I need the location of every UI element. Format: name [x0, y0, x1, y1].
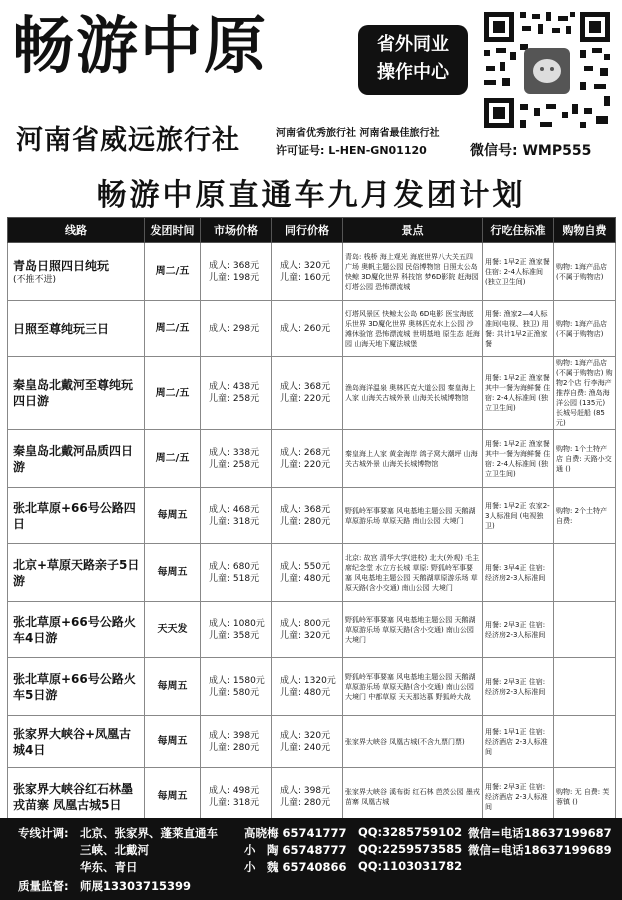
peer-price-cell [272, 301, 343, 357]
spots-cell: 青岛: 栈桥 海上观光 海底世界八大关五四广场 奥帆主题公园 民俗博物馆 日照太公岛 快鲸 3D魔化世界 科技馆 梦6D影院 赶海园 灯塔公园 恐怖漂流城 [343, 243, 483, 301]
route-cell [8, 430, 145, 488]
market-price-cell [201, 430, 272, 488]
route-name: 张北草原+66号公路四日 [13, 500, 136, 531]
schedule-cell: 天天发 [145, 602, 201, 658]
table-row [8, 544, 616, 602]
route-name: 日照至尊纯玩三日 [13, 321, 110, 336]
table-row [8, 768, 616, 826]
route-name: 秦皇岛北戴河至尊纯玩四日游 [13, 378, 134, 408]
market-adult: 成人: 680元 [209, 561, 260, 572]
peer-adult: 成人: 398元 [280, 785, 331, 796]
peer-price-cell [272, 243, 343, 301]
spots-cell: 野狐岭军事要塞 风电基地主题公园 天鹅湖草原游乐场 草原天路(含小交通) 南山公园 大境门 [343, 602, 483, 658]
awards-text: 河南省优秀旅行社 河南省最佳旅行社 [276, 128, 440, 139]
market-adult: 成人: 1080元 [209, 618, 265, 629]
market-child: 儿童: 258元 [209, 394, 260, 404]
market-adult: 成人: 368元 [209, 260, 260, 271]
schedule-cell: 周二/五 [145, 430, 201, 488]
shopping-cell: 购物: 无 自费: 芙蓉镇 () [554, 768, 616, 826]
peer-child: 儿童: 320元 [280, 630, 331, 641]
peer-adult: 成人: 368元 [280, 382, 331, 392]
spots-cell: 野狐岭军事要塞 风电基地主题公园 天鹅湖草原游乐场 草原天路(含小交通) 南山公园 大境门 中都草原 天天那达慕 野狐岭大战 [343, 658, 483, 716]
standards-cell: 用餐: 2早3正 住宿: 经济房2-3人标准间 [483, 602, 554, 658]
schedule-cell: 每周五 [145, 544, 201, 602]
market-price-cell [201, 716, 272, 768]
table-row [8, 243, 616, 301]
schedule-cell: 周二/五 [145, 301, 201, 357]
market-adult: 成人: 398元 [209, 730, 260, 741]
peer-adult: 成人: 550元 [280, 561, 331, 572]
hotline-label: 专线计调: [18, 826, 69, 840]
spots-cell: 灯塔风景区 快鲸太公岛 6D电影 医宝海底乐世界 3D魔化世界 奥林匹克水上公园 沙滩休验馆 恐怖漂流城 世明基地 原生态 赶海园 山海天地下魔法城堡 [343, 301, 483, 357]
shopping-cell: 购物: 1海产品店 (不属于购物店) 购物2个店 行李海产推荐自费: 渔岛海洋公园 (135元) 长城号赶船 (85元) [554, 357, 616, 430]
table-row [8, 357, 616, 430]
shopping-cell: 购物: 1海产品店 (不属于购物店) [554, 301, 616, 357]
shopping-cell: 购物: 1个土特产店 自费: 天路小交通 () [554, 430, 616, 488]
peer-adult: 成人: 1320元 [280, 675, 336, 686]
schedule-cell: 每周五 [145, 768, 201, 826]
shopping-cell: 购物: 1海产品店 (不属于购物店) [554, 243, 616, 301]
standards-cell: 用餐: 渔家2—4人标准间(电视、独卫) 用餐: 共计1早2正渔家餐 [483, 301, 554, 357]
peer-price-cell [272, 430, 343, 488]
standards-cell: 用餐: 2早3正 住宿: 经济房2-3人标准间 [483, 658, 554, 716]
market-child: 儿童: 280元 [209, 742, 260, 753]
market-price-cell [201, 301, 272, 357]
market-price-cell [201, 768, 272, 826]
peer-child: 儿童: 220元 [280, 459, 331, 470]
wechat-phone-2: 微信=电话18637199689 [468, 843, 612, 857]
peer-price-cell [272, 488, 343, 544]
header-route: 线路 [8, 218, 145, 243]
contact-2: 小 陶 65748777 [244, 843, 347, 857]
spots-cell: 野狐岭军事要塞 风电基地主题公园 天鹅湖草原游乐场 草原天路 南山公园 大境门 [343, 488, 483, 544]
route-note: (不推不进) [13, 274, 57, 285]
peer-adult: 成人: 320元 [280, 730, 331, 741]
hotline-lines-1: 北京、张家界、蓬莱直通车 [80, 826, 218, 840]
peer-child: 儿童: 240元 [280, 742, 331, 753]
route-cell [8, 243, 145, 301]
market-adult: 成人: 498元 [209, 785, 260, 796]
market-child: 儿童: 258元 [209, 459, 260, 470]
quality-label: 质量监督: [18, 879, 69, 893]
wechat-id: 微信号: WMP555 [470, 143, 592, 159]
peer-price-cell [272, 544, 343, 602]
shopping-cell [554, 716, 616, 768]
route-name: 秦皇岛北戴河品质四日游 [13, 443, 134, 474]
peer-adult: 成人: 260元 [280, 323, 331, 334]
schedule-cell: 每周五 [145, 658, 201, 716]
market-price-cell [201, 544, 272, 602]
spots-cell: 秦皇海上人家 黄金海岸 鸽子窝大潮坪 山海关古城外景 山海关长城博物馆 [343, 430, 483, 488]
route-name: 张北草原+66号公路火车4日游 [13, 614, 136, 645]
market-price-cell [201, 357, 272, 430]
header-market-price: 市场价格 [201, 218, 272, 243]
header-standards: 行吃住标准 [483, 218, 554, 243]
route-cell [8, 301, 145, 357]
peer-adult: 成人: 268元 [280, 447, 331, 458]
market-child: 儿童: 518元 [209, 573, 260, 584]
hotline-lines-2: 三峡、北戴河 [80, 843, 149, 857]
peer-adult: 成人: 800元 [280, 618, 331, 629]
peer-adult: 成人: 368元 [280, 504, 331, 515]
shopping-cell [554, 602, 616, 658]
spots-cell: 渔岛海洋温泉 奥林匹克大道公园 秦皇海上人家 山海关古城外景 山海关长城博物馆 [343, 357, 483, 430]
market-price-cell [201, 243, 272, 301]
market-price-cell [201, 602, 272, 658]
table-row [8, 301, 616, 357]
header-shopping: 购物自费 [554, 218, 616, 243]
route-cell [8, 357, 145, 430]
shopping-cell [554, 544, 616, 602]
peer-price-cell [272, 716, 343, 768]
standards-cell: 用餐: 1早1正 住宿: 经济酒店 2-3人标准间 [483, 716, 554, 768]
market-adult: 成人: 438元 [209, 382, 260, 392]
quality-contact: 师展13303715399 [80, 879, 192, 893]
peer-child: 儿童: 480元 [280, 573, 331, 584]
market-child: 儿童: 358元 [209, 630, 260, 641]
qq-3: QQ:1103031782 [358, 859, 463, 873]
agency-name: 河南省威远旅行社 [16, 125, 240, 156]
schedule-cell: 周二/五 [145, 243, 201, 301]
brand-logo: 畅游中原 [12, 9, 269, 82]
route-name: 张北草原+66号公路火车5日游 [13, 671, 136, 702]
route-cell [8, 768, 145, 826]
page-title: 畅游中原直通车九月发团计划 [96, 178, 526, 213]
peer-child: 儿童: 220元 [280, 394, 331, 404]
route-cell [8, 602, 145, 658]
table-row [8, 658, 616, 716]
table-row [8, 488, 616, 544]
schedule-cell: 每周五 [145, 716, 201, 768]
peer-child: 儿童: 480元 [280, 687, 331, 698]
market-price-cell [201, 658, 272, 716]
route-name: 张家界大峡谷红石林墨戎苗寨 凤凰古城5日 [13, 781, 134, 812]
standards-cell: 用餐: 3早4正 住宿: 经济房2-3人标准间 [483, 544, 554, 602]
peer-adult: 成人: 320元 [280, 260, 331, 271]
peer-price-cell [272, 658, 343, 716]
market-price-cell [201, 488, 272, 544]
peer-price-cell [272, 357, 343, 430]
market-adult: 成人: 298元 [209, 323, 260, 334]
schedule-cell: 周二/五 [145, 357, 201, 430]
schedule-cell: 每周五 [145, 488, 201, 544]
route-name: 青岛日照四日纯玩 [13, 258, 110, 273]
market-child: 儿童: 580元 [209, 687, 260, 698]
contact-1: 高晓梅 65741777 [244, 826, 347, 840]
peer-child: 儿童: 280元 [280, 797, 331, 808]
qr-code-icon[interactable] [480, 8, 614, 132]
market-child: 儿童: 318元 [209, 797, 260, 808]
wechat-phone-1: 微信=电话18637199687 [468, 826, 612, 840]
market-adult: 成人: 338元 [209, 447, 260, 458]
shopping-cell: 购物: 2个土特产 自费: [554, 488, 616, 544]
spots-cell: 北京: 故宫 清华大学(进校) 北大(外观) 毛主席纪念堂 水立方长城 草原: 野狐岭军事要塞 风电基地主题公园 天鹅湖草原游乐场 草原天路(含小交通) 南山公园 大境门 [343, 544, 483, 602]
peer-price-cell [272, 602, 343, 658]
table-row [8, 602, 616, 658]
spots-cell: 张家界大峡谷 溪布街 红石林 芭茨公园 墨戎苗寨 凤凰古城 [343, 768, 483, 826]
standards-cell: 用餐: 1早2正 农家2-3人标准间 (电视独卫) [483, 488, 554, 544]
badge-line-2: 操作中心 [377, 62, 449, 83]
tour-schedule-table [7, 217, 616, 826]
ops-center-badge [358, 25, 468, 95]
spots-cell: 张家界大峡谷 凤凰古城(不含九票门票) [343, 716, 483, 768]
header-spots: 景点 [343, 218, 483, 243]
table-row [8, 716, 616, 768]
route-name: 张家界大峡谷+凤凰古城4日 [13, 726, 132, 757]
contact-3: 小 魏 65740866 [244, 860, 347, 874]
shopping-cell [554, 658, 616, 716]
license-number: 许可证号: L-HEN-GN01120 [276, 144, 427, 157]
market-child: 儿童: 198元 [209, 272, 260, 283]
hotline-lines-3: 华东、青日 [80, 860, 138, 874]
route-cell [8, 544, 145, 602]
header-peer-price: 同行价格 [272, 218, 343, 243]
standards-cell: 用餐: 2早3正 住宿: 经济酒店 2-3人标准间 [483, 768, 554, 826]
market-child: 儿童: 318元 [209, 516, 260, 527]
route-cell [8, 488, 145, 544]
peer-child: 儿童: 160元 [280, 272, 331, 283]
header-schedule: 发团时间 [145, 218, 201, 243]
standards-cell: 用餐: 1早2正 渔家餐其中一餐为海鲜餐 住宿: 2-4人标准间 (独立卫生间) [483, 430, 554, 488]
qq-1: QQ:3285759102 [358, 825, 463, 839]
peer-child: 儿童: 280元 [280, 516, 331, 527]
route-name: 北京+草原天路亲子5日游 [13, 557, 140, 588]
header [0, 0, 622, 165]
table-header-row [8, 218, 616, 243]
market-adult: 成人: 1580元 [209, 675, 265, 686]
route-cell [8, 658, 145, 716]
peer-price-cell [272, 768, 343, 826]
route-cell [8, 716, 145, 768]
standards-cell: 用餐: 1早2正 渔家餐其中一餐为海鲜餐 住宿: 2-4人标准间 (独立卫生间) [483, 357, 554, 430]
standards-cell: 用餐: 1早2正 渔家餐 住宿: 2-4人标准间 (独立卫生间) [483, 243, 554, 301]
table-row [8, 430, 616, 488]
market-adult: 成人: 468元 [209, 504, 260, 515]
qq-2: QQ:2259573585 [358, 842, 463, 856]
footer-contacts [0, 818, 622, 900]
badge-line-1: 省外同业 [377, 34, 449, 55]
